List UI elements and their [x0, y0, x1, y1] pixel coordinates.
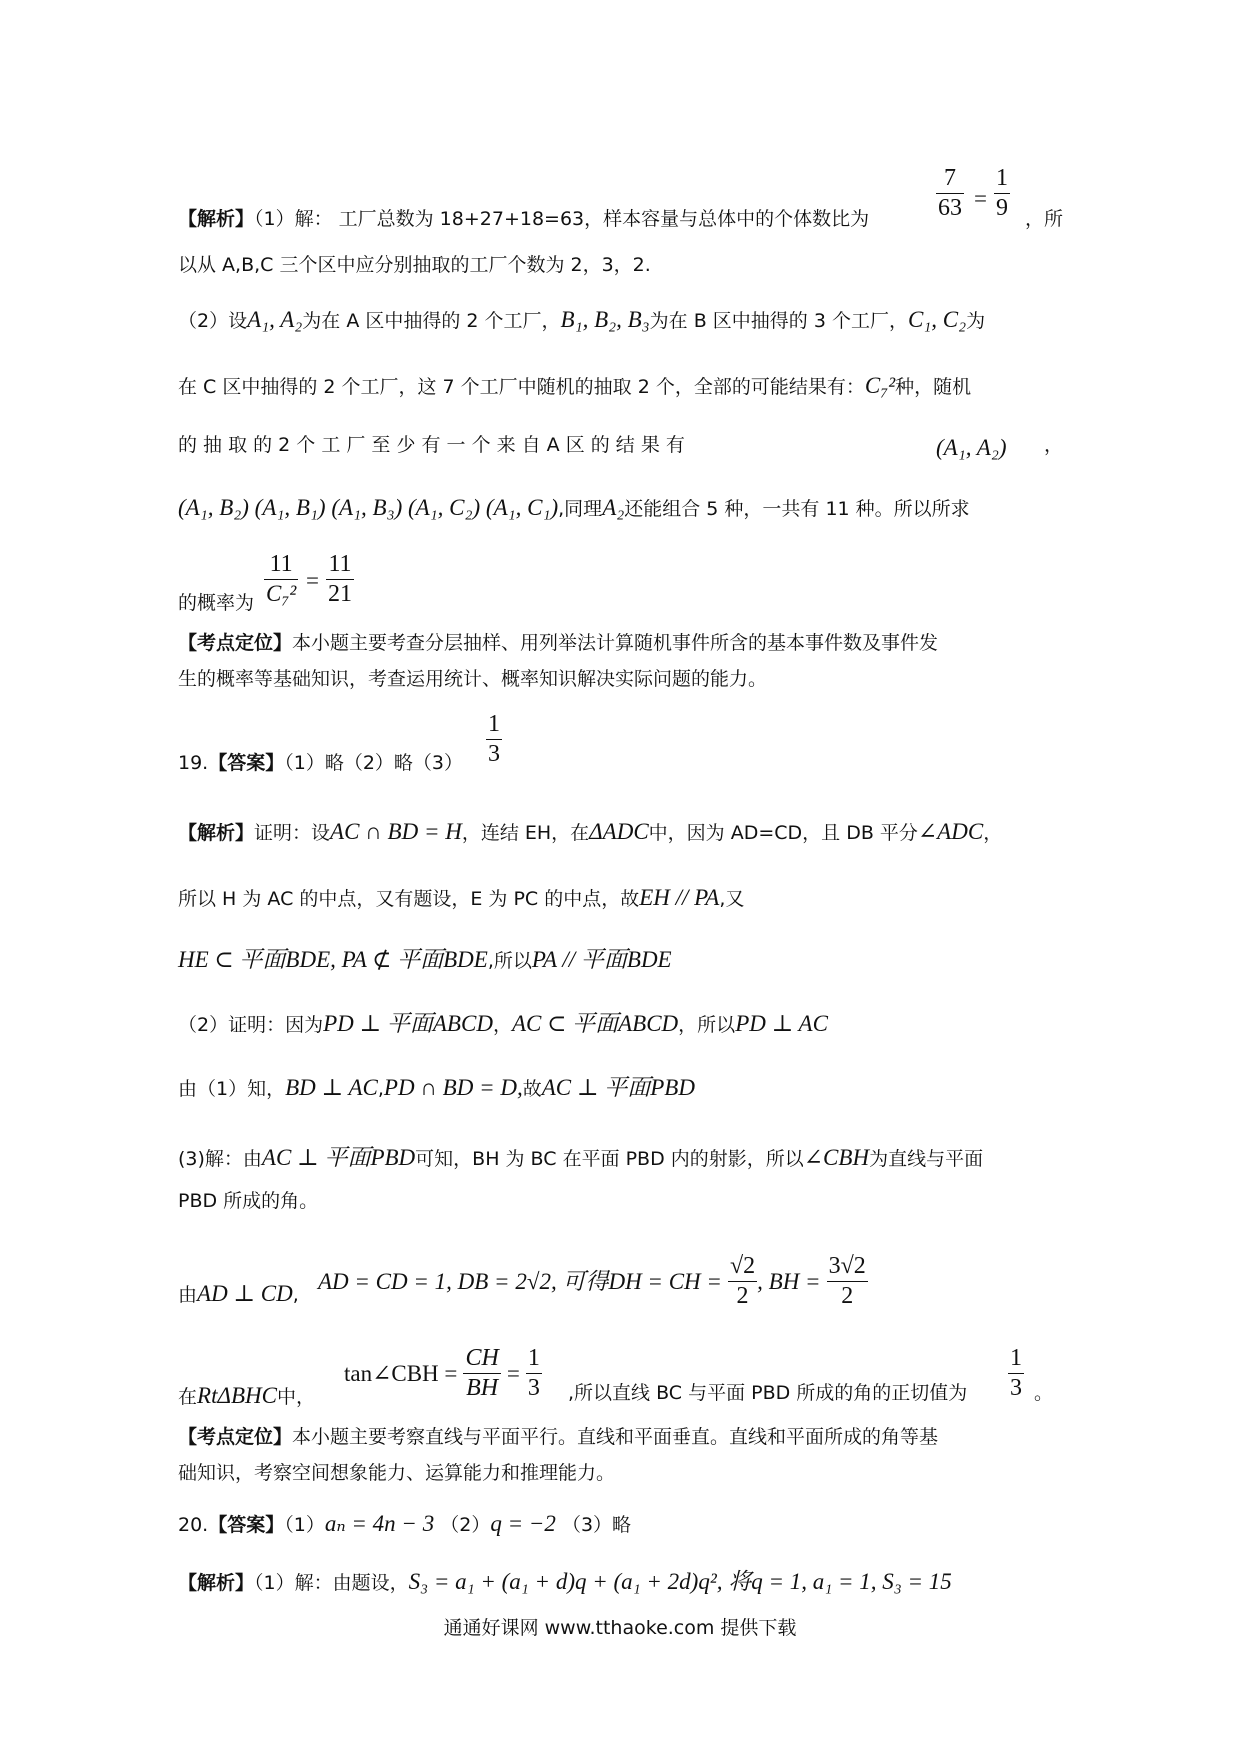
paragraph-line: 所以 H 为 AC 的中点，又有题设，E 为 PC 的中点，故EH // PA,又	[178, 885, 745, 910]
math-expression: B₁, B₂, B₃	[560, 307, 650, 332]
paragraph-line: 【解析】（1）解： 工厂总数为 18+27+18=63，样本容量与总体中的个体数比为 ，所	[178, 208, 1063, 230]
fraction-3root2-2: $\frac{3√2}{2}$	[828, 1253, 866, 1310]
paragraph-line: 【解析】证明：设AC ∩ BD = H，连结 EH，在ΔADC中，因为 AD=CD，且 DB 平分∠ADC，	[178, 819, 1003, 844]
paragraph-line: （2）证明：因为PD ⊥ 平面ABCD，AC ⊂ 平面ABCD，所以PD ⊥ AC	[178, 1011, 828, 1036]
math-expression: AC ∩ BD = H	[330, 819, 462, 844]
math-expression: PD ∩ BD = D,	[383, 1075, 523, 1100]
math-expression: AD = CD = 1, DB = 2√2, 可得DH = CH =	[318, 1268, 722, 1294]
math-expression: q = −2	[490, 1511, 556, 1536]
math-expression: C₁, C₂	[907, 307, 967, 332]
section-tag: 【答案】	[208, 752, 285, 774]
fraction-ch-bh: $\frac{CH}{BH}$	[465, 1345, 499, 1402]
math-expression: AC ⊂ 平面ABCD	[511, 1011, 679, 1036]
paragraph-line: (3)解：由AC ⊥ 平面PBD可知，BH 为 BC 在平面 PBD 内的射影，所以∠CBH为直线与平面	[178, 1145, 984, 1170]
paragraph-line: 以从 A,B,C 三个区中应分别抽取的工厂个数为 2，3，2.	[178, 254, 651, 276]
fraction-1-3: $\frac{1}{3}$	[1010, 1345, 1022, 1402]
section-tag: 【考点定位】	[178, 632, 293, 654]
paragraph-line: 在 C 区中抽得的 2 个工厂，这 7 个工厂中随机的抽取 2 个，全部的可能结果有：C₇²种，随机	[178, 373, 972, 398]
paragraph-line: 在RtΔBHC中， tan∠CBH = $\frac{CH}{BH}$ = $\frac{1}{3}$ ,所以直线 BC 与平面 PBD 所成的角的正切值为 $\frac{1}{3}$ 。	[178, 1345, 1054, 1408]
fraction-11-c72: $\frac{11}{\text{C₇²}}$	[266, 551, 297, 607]
math-expression: RtΔBHC	[197, 1383, 277, 1408]
paragraph-line: 的 抽 取 的 2 个 工 厂 至 少 有 一 个 来 自 A 区 的 结 果 有 (A₁, A₂) ，	[178, 434, 1063, 460]
paragraph-line: 生的概率等基础知识，考查运用统计、概率知识解决实际问题的能力。	[178, 668, 768, 690]
fraction-root2-2: $\frac{√2}{2}$	[729, 1253, 756, 1310]
page-footer: 通通好课网 www.tthaoke.com 提供下载	[443, 1617, 797, 1639]
math-expression: C₇²	[864, 373, 896, 398]
fraction-1-3: $\frac{1}{3}$	[488, 711, 500, 768]
math-expression: PD ⊥ 平面ABCD	[323, 1011, 493, 1036]
paragraph-line: 的概率为	[178, 592, 255, 614]
paragraph-line: 由AD ⊥ CD, AD = CD = 1, DB = 2√2, 可得DH = CH = $\frac{√2}{2}$ , BH = $\frac{3√2}{2}$	[178, 1253, 866, 1310]
section-tag: 【解析】	[178, 1572, 255, 1594]
paragraph-line: （2）设A₁, A₂为在 A 区中抽得的 2 个工厂，B₁, B₂, B₃为在 B 区中抽得的 3 个工厂，C₁, C₂为	[178, 307, 986, 332]
math-expression: HE ⊂ 平面BDE, PA ⊄ 平面BDE	[178, 947, 488, 972]
equals-sign: =	[974, 186, 987, 211]
fraction-11-21: $\frac{11}{21}$	[328, 551, 352, 608]
fraction-1-9: $\frac{1}{9}$	[996, 165, 1008, 222]
math-expression: , BH =	[757, 1268, 821, 1294]
math-expression: (A₁, B₂) (A₁, B₁) (A₁, B₃) (A₁, C₂) (A₁, C₁)	[178, 495, 559, 520]
question-19-answer: 19.【答案】（1）略（2）略（3）	[178, 752, 463, 774]
math-expression: ΔADC	[589, 819, 649, 844]
math-expression: PA // 平面BDE	[531, 947, 672, 972]
math-expression: aₙ = 4n − 3	[324, 1511, 435, 1536]
paragraph-line: (A₁, B₂) (A₁, B₁) (A₁, B₃) (A₁, C₂) (A₁, C₁),同理A₂还能组合 5 种，一共有 11 种。所以所求	[178, 495, 970, 520]
math-expression: tan∠CBH =	[344, 1360, 458, 1386]
math-expression: ∠CBH	[803, 1145, 870, 1170]
section-tag: 【考点定位】	[178, 1426, 293, 1448]
math-expression: EH // PA	[639, 885, 720, 910]
paragraph-line: 【解析】（1）解：由题设，S₃ = a₁ + (a₁ + d)q + (a₁ + 2d)q², 将q = 1, a₁ = 1, S₃ = 15	[178, 1569, 952, 1594]
math-expression: AD ⊥ CD	[197, 1281, 293, 1306]
section-tag: 【答案】	[208, 1514, 285, 1536]
math-expression: S₃ = a₁ + (a₁ + d)q + (a₁ + 2d)q², 将q = 1, a₁ = 1, S₃ = 15	[408, 1569, 952, 1594]
fraction-7-63: $\frac{7}{63}$	[938, 165, 962, 222]
equals-sign: =	[306, 568, 319, 593]
paragraph-line: 础知识，考察空间想象能力、运算能力和推理能力。	[178, 1462, 616, 1484]
paragraph-line: 由（1）知，BD ⊥ AC,PD ∩ BD = D,故AC ⊥ 平面PBD	[178, 1075, 695, 1100]
math-expression: PD ⊥ AC	[735, 1011, 828, 1036]
math-expression: A₁, A₂	[247, 307, 303, 332]
paragraph-line: 【考点定位】本小题主要考查分层抽样、用列举法计算随机事件所含的基本事件数及事件发	[178, 632, 939, 654]
paragraph-line: PBD 所成的角。	[178, 1190, 319, 1212]
paragraph-line: HE ⊂ 平面BDE, PA ⊄ 平面BDE,所以PA // 平面BDE	[178, 947, 672, 972]
section-tag: 【解析】	[178, 822, 255, 844]
math-expression: A₂	[602, 495, 625, 520]
math-expression: (A₁, A₂)	[936, 435, 1007, 460]
fraction-1-3: $\frac{1}{3}$	[527, 1345, 540, 1402]
question-20-answer: 20.【答案】（1）aₙ = 4n − 3 （2）q = −2 （3）略	[178, 1511, 632, 1536]
section-tag: 【解析】	[178, 208, 255, 230]
paragraph-line: 【考点定位】本小题主要考察直线与平面平行。直线和平面垂直。直线和平面所成的角等基	[178, 1426, 939, 1448]
math-expression: BD ⊥ AC	[285, 1075, 378, 1100]
math-expression: ∠ADC	[917, 819, 984, 844]
math-expression: AC ⊥ 平面PBD	[541, 1075, 695, 1100]
math-expression: AC ⊥ 平面PBD	[261, 1145, 416, 1170]
